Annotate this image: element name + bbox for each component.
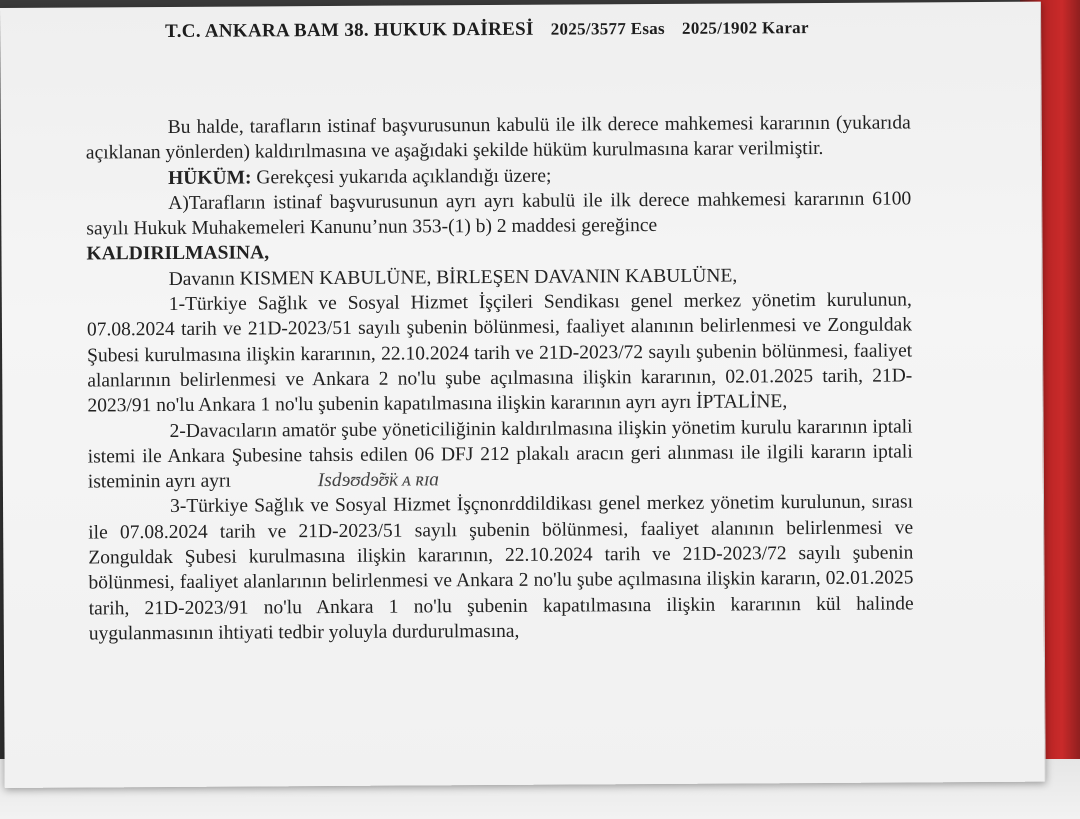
item-2	[88, 414, 913, 495]
item-2-smudged-text: Isdɘʊdɘ̃ʊ̈ᴋ ᴀ ʀɪɑ	[317, 469, 440, 492]
davanin-line: Davanın KISMEN KABULÜNE, BİRLEŞEN DAVANIN KABULÜNE,	[168, 265, 738, 290]
document-header	[165, 17, 821, 43]
paragraph-a: A)Tarafların istinaf başvurusunun ayrı ayrı kabulü ile ilk derece mahkemesi kararının 6100 sayılı Hukuk Muhakemeleri Kanunu’nun 353-(1) b) 2 maddesi gereğince	[86, 188, 912, 240]
court-name: T.C. ANKARA BAM 38. HUKUK DAİRESİ	[165, 18, 534, 42]
kaldirilmasina-line: KALDIRILMASINA,	[86, 242, 270, 265]
item-1: 1-Türkiye Sağlık ve Sosyal Hizmet İşçileri Sendikası genel merkez yönetim kurulunun, 07.08.2024 tarih ve 21D-2023/51 sayılı şubenin bölünmesi, faaliyet alanının belirlenmesi ve Zonguldak Şubesi kurulmasına ilişkin kararının, 22.10.2024 tarih ve 21D-2023/72 sayılı şubenin bölünmesi, faaliyet alanlarının belirlenmesi ve Ankara 2 no'lu şube açılmasına ilişkin kararının, 02.01.2025 tarih, 21D-2023/91 no'lu Ankara 1 no'lu şubenin kapatılmasına ilişkin kararının ayrı ayrı İPTALİNE,	[86, 289, 913, 417]
document-page	[0, 2, 1046, 788]
esas-number: 2025/3577 Esas	[550, 18, 665, 39]
hukum-text: Gerekçesi yukarıda açıklandığı üzere;	[251, 165, 552, 189]
item-2-text: 2-Davacıların amatör şube yöneticiliğinin kaldırılmasına ilişkin yönetim kurulu kararının iptali istemi ile Ankara Şubesine tahsis edilen 06 DFJ 212 plakalı aracın geri alınması ile ilgili kararın iptali isteminin ayrı ayrı	[87, 415, 913, 493]
hukum-label: HÜKÜM:	[167, 167, 252, 189]
item-3: 3-Türkiye Sağlık ve Sosyal Hizmet İşçnonɾddildikası genel merkez yönetim kurulunun, sırası ile 07.08.2024 tarih ve 21D-2023/51 sayılı şubenin bölünmesi, faaliyet alanının belirlenmesi ve Zonguldak Şubesi kurulmasına ilişkin kararının, 22.10.2024 tarih ve 21D-2023/72 sayılı şubenin bölünmesi, faaliyet alanlarının belirlenmesi ve Ankara 2 no'lu şube açılmasına ilişkin kararın, 02.01.2025 tarih, 21D-2023/91 no'lu Ankara 1 no'lu şubenin kapatılmasına ilişkin kararının kül halinde uygulanmasının ihtiyati tedbir yoluyla durdurulmasına,	[88, 491, 914, 645]
karar-number: 2025/1902 Karar	[681, 18, 809, 38]
document-body	[86, 110, 914, 646]
paragraph-intro: Bu halde, tarafların istinaf başvurusunun kabulü ile ilk derece mahkemesi kararının (yukarıda açıklanan yönlerden) kaldırılmasına ve aşağıdaki şekilde hüküm kurulmasına karar verilmiştir.	[85, 112, 911, 164]
